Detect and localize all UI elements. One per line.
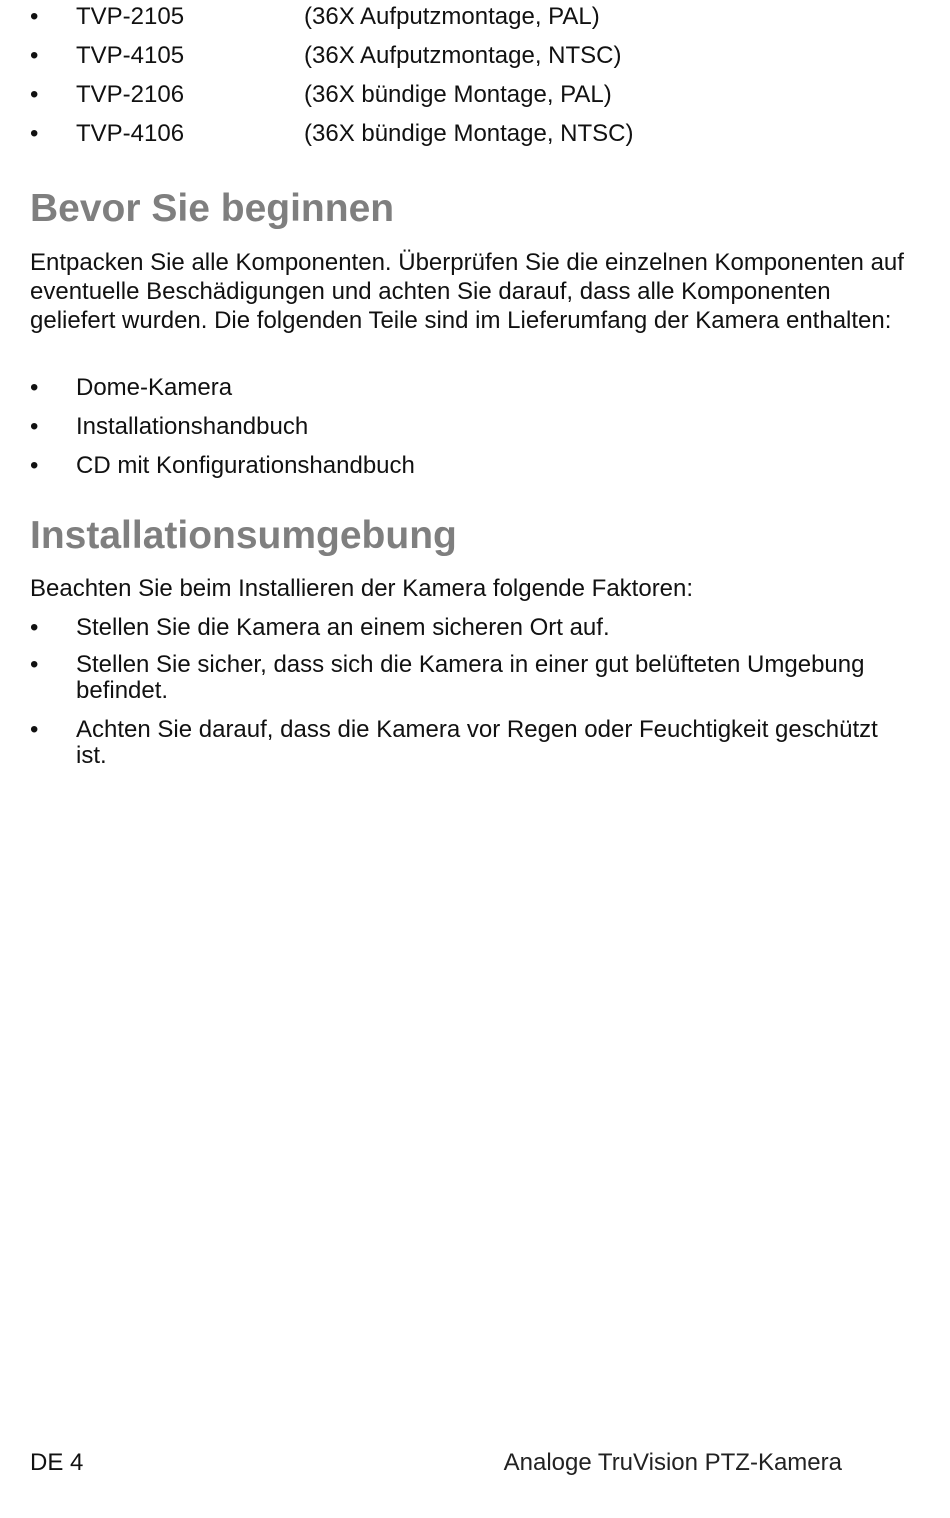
- model-code: TVP-4106: [76, 120, 185, 147]
- list-item-text: Dome-Kamera: [76, 374, 233, 401]
- list-item: [30, 451, 910, 480]
- model-row: [30, 80, 910, 119]
- bullet-icon: •: [30, 651, 39, 678]
- bullet-icon: •: [30, 614, 39, 641]
- bullet-icon: •: [30, 716, 39, 743]
- model-description: (36X Aufputzmontage, PAL): [304, 3, 600, 30]
- document-title: Analoge TruVision PTZ-Kamera: [503, 1449, 842, 1476]
- model-code: TVP-2105: [76, 3, 185, 30]
- model-code: TVP-2106: [76, 81, 185, 108]
- bullet-icon: •: [30, 452, 39, 479]
- list-item-text: Stellen Sie sicher, dass sich die Kamera in einer gut belüfteten Umgebung befindet.: [76, 651, 865, 704]
- section-intro-installation-environment: Beachten Sie beim Installieren der Kamera folgende Faktoren:: [30, 575, 694, 602]
- list-item-text: Stellen Sie die Kamera an einem sicheren Ort auf.: [76, 614, 610, 641]
- package-contents-list: [30, 373, 910, 490]
- bullet-icon: •: [30, 42, 39, 69]
- section-heading-installation-environment: Installationsumgebung: [30, 514, 457, 557]
- bullet-icon: •: [30, 3, 39, 30]
- installation-factors-list: [30, 613, 910, 782]
- model-description: (36X bündige Montage, PAL): [304, 81, 612, 108]
- model-code: TVP-4105: [76, 42, 185, 69]
- section-heading-before-start: Bevor Sie beginnen: [30, 187, 395, 230]
- list-item-text: CD mit Konfigurationshandbuch: [76, 452, 415, 479]
- list-item: [30, 373, 910, 402]
- list-item: [30, 412, 910, 441]
- model-row: [30, 41, 910, 80]
- bullet-icon: •: [30, 81, 39, 108]
- bullet-icon: •: [30, 413, 39, 440]
- list-item-text: Installationshandbuch: [76, 413, 309, 440]
- model-description: (36X Aufputzmontage, NTSC): [304, 42, 622, 69]
- list-item: [30, 613, 910, 642]
- section-intro-before-start: Entpacken Sie alle Komponenten. Überprüfen Sie die einzelnen Komponenten auf eventuelle Beschädigungen und achten Sie darauf, dass alle Komponenten geliefert wurden. Die folgenden Teile sind im Lieferumfang der Kamera enthalten:: [30, 249, 904, 334]
- model-row: [30, 119, 910, 158]
- list-item: [30, 717, 910, 769]
- model-description: (36X bündige Montage, NTSC): [304, 120, 634, 147]
- bullet-icon: •: [30, 374, 39, 401]
- page-number: DE 4: [30, 1449, 84, 1476]
- model-row: [30, 2, 910, 41]
- bullet-icon: •: [30, 120, 39, 147]
- model-list: [30, 2, 910, 158]
- list-item: [30, 652, 910, 704]
- list-item-text: Achten Sie darauf, dass die Kamera vor Regen oder Feuchtigkeit geschützt ist.: [76, 716, 878, 769]
